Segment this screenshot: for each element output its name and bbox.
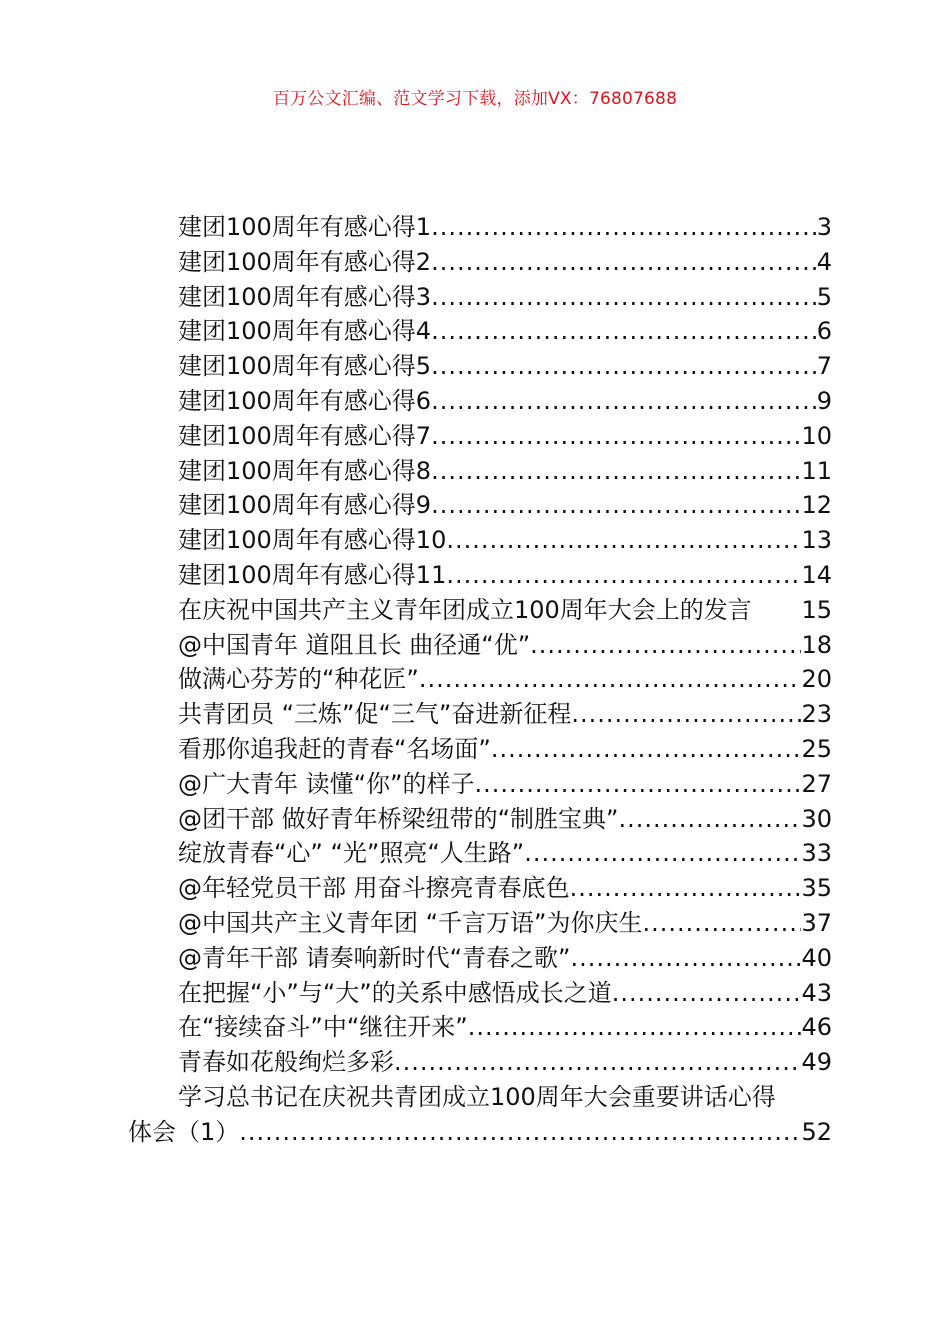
- toc-entry-title: 共青团员 “三炼”促“三气”奋进新征程: [178, 700, 572, 729]
- toc-leader-dots: [431, 419, 801, 454]
- toc-leader-dots: [570, 871, 802, 906]
- toc-entry[interactable]: [128, 941, 832, 976]
- toc-entry[interactable]: [128, 802, 832, 837]
- toc-entry-page: 27: [801, 769, 832, 798]
- toc-entry-page: 37: [801, 908, 832, 937]
- toc-leader-dots: [619, 802, 802, 837]
- toc-entry-page: 10: [801, 421, 832, 450]
- toc-entry[interactable]: [128, 906, 832, 941]
- toc-entry-page: 20: [801, 665, 832, 694]
- toc-entry-title: @青年干部 请奏响新时代“青春之歌”: [178, 943, 571, 972]
- toc-entry-title: 建团100周年有感心得7: [178, 421, 432, 450]
- toc-entry-multiline-line2[interactable]: [128, 1115, 832, 1150]
- toc-leader-dots: [239, 1115, 801, 1150]
- toc-entry[interactable]: [128, 384, 832, 419]
- toc-entry[interactable]: [128, 1045, 832, 1080]
- toc-entry[interactable]: [128, 836, 832, 871]
- toc-entry-multiline-line1[interactable]: [128, 1080, 832, 1115]
- toc-entry-page: 12: [801, 491, 832, 520]
- toc-leader-dots: [431, 280, 817, 315]
- toc-entry[interactable]: [128, 454, 832, 489]
- toc-entry-title: 看那你追我赶的青春“名场面”: [178, 734, 491, 763]
- toc-entry-page: 4: [816, 247, 832, 276]
- toc-entry-title: 建团100周年有感心得6: [178, 386, 432, 415]
- toc-entry[interactable]: [128, 732, 832, 767]
- toc-entry-page: 18: [801, 630, 832, 659]
- toc-entry[interactable]: [128, 697, 832, 732]
- toc-leader-dots: [475, 767, 802, 802]
- toc-leader-dots: [524, 836, 801, 871]
- toc-entry[interactable]: [128, 593, 832, 628]
- toc-entry-title: 绽放青春“心” “光”照亮“人生路”: [178, 839, 525, 868]
- toc-entry-title: 建团100周年有感心得2: [178, 247, 432, 276]
- toc-entry[interactable]: [128, 349, 832, 384]
- header-watermark-text: 百万公文汇编、范文学习下载，添加VX：76807688: [272, 89, 678, 109]
- toc-entry-title: @中国青年 道阻且长 曲径通“优”: [178, 630, 531, 659]
- toc-entry-title: 学习总书记在庆祝共青团成立100周年大会重要讲话心得: [178, 1082, 776, 1111]
- toc-leader-dots: [419, 662, 802, 697]
- toc-entry-page: 11: [801, 456, 832, 485]
- toc-entry-title: 青春如花般绚烂多彩: [178, 1048, 394, 1077]
- toc-entry-title: 做满心芬芳的“种花匠”: [178, 665, 419, 694]
- toc-entry-page: 43: [801, 978, 832, 1007]
- toc-leader-dots: [571, 697, 801, 732]
- toc-leader-dots: [431, 384, 817, 419]
- toc-entry[interactable]: [128, 280, 832, 315]
- toc-entry-title: 建团100周年有感心得3: [178, 282, 432, 311]
- toc-entry[interactable]: [128, 210, 832, 245]
- toc-entry-page: 40: [801, 943, 832, 972]
- toc-entry[interactable]: [128, 245, 832, 280]
- toc-entry[interactable]: [128, 488, 832, 523]
- toc-leader-dots: [468, 1010, 802, 1045]
- toc-leader-dots: [431, 314, 817, 349]
- toc-entry-title: @团干部 做好青年桥梁纽带的“制胜宝典”: [178, 804, 619, 833]
- toc-entry[interactable]: [128, 558, 832, 593]
- toc-leader-dots: [431, 245, 817, 280]
- toc-entry-page: 7: [816, 352, 832, 381]
- toc-entry-title: 建团100周年有感心得4: [178, 317, 432, 346]
- toc-leader-dots: [491, 732, 802, 767]
- toc-leader-dots: [446, 558, 801, 593]
- toc-entry[interactable]: [128, 767, 832, 802]
- toc-entry[interactable]: [128, 871, 832, 906]
- toc-leader-dots: [431, 454, 801, 489]
- toc-entry-page: 13: [801, 526, 832, 555]
- toc-entry-title: 建团100周年有感心得9: [178, 491, 432, 520]
- toc-entry[interactable]: [128, 662, 832, 697]
- toc-leader-dots: [431, 488, 801, 523]
- toc-leader-dots: [431, 349, 817, 384]
- toc-entry-page: 3: [816, 213, 832, 241]
- toc-entry-page: 25: [801, 734, 832, 763]
- toc-entry-page: 5: [816, 282, 832, 311]
- toc-entry-page: 46: [801, 1013, 832, 1042]
- toc-entry[interactable]: [128, 976, 832, 1011]
- toc-entry-page: 23: [801, 700, 832, 729]
- toc-leader-dots: [394, 1045, 801, 1080]
- toc-leader-dots: [530, 628, 801, 663]
- toc-entry[interactable]: [128, 1010, 832, 1045]
- toc-entry-page: 33: [801, 839, 832, 868]
- toc-entry-title-continued: 体会（1）: [128, 1117, 240, 1146]
- toc-entry[interactable]: [128, 419, 832, 454]
- toc-entry-title: 在把握“小”与“大”的关系中感悟成长之道: [178, 978, 612, 1007]
- toc-entry-page: 49: [801, 1048, 832, 1077]
- toc-entry-title: 建团100周年有感心得5: [178, 352, 432, 381]
- toc-entry-page: 15: [801, 595, 832, 624]
- toc-entry-page: 6: [816, 317, 832, 346]
- toc-entry-title: 建团100周年有感心得1: [178, 213, 432, 241]
- toc-entry-title: @年轻党员干部 用奋斗擦亮青春底色: [178, 874, 570, 903]
- toc-entry-page: 35: [801, 874, 832, 903]
- toc-leader-dots: [431, 210, 817, 245]
- toc-entry-page: 14: [801, 560, 832, 589]
- toc-entry-page: 30: [801, 804, 832, 833]
- toc-leader-dots: [643, 906, 802, 941]
- toc-entry-page: 9: [816, 386, 832, 415]
- toc-leader-dots: [571, 941, 802, 976]
- toc-entry-title: 在“接续奋斗”中“继往开来”: [178, 1013, 468, 1042]
- toc-entry-page: 52: [801, 1117, 832, 1146]
- toc-entry[interactable]: [128, 628, 832, 663]
- toc-entry-title: 在庆祝中国共产主义青年团成立100周年大会上的发言: [178, 595, 752, 624]
- toc-entry[interactable]: [128, 523, 832, 558]
- toc-entry-title: 建团100周年有感心得10: [178, 526, 447, 555]
- toc-leader-dots: [612, 976, 802, 1011]
- toc-leader-dots: [446, 523, 801, 558]
- toc-entry-title: @广大青年 读懂“你”的样子: [178, 769, 475, 798]
- toc-entry-title: @中国共产主义青年团 “千言万语”为你庆生: [178, 908, 643, 937]
- table-of-contents: [128, 210, 832, 1150]
- toc-entry-title: 建团100周年有感心得11: [178, 560, 447, 589]
- toc-entry[interactable]: [128, 314, 832, 349]
- toc-entry-title: 建团100周年有感心得8: [178, 456, 432, 485]
